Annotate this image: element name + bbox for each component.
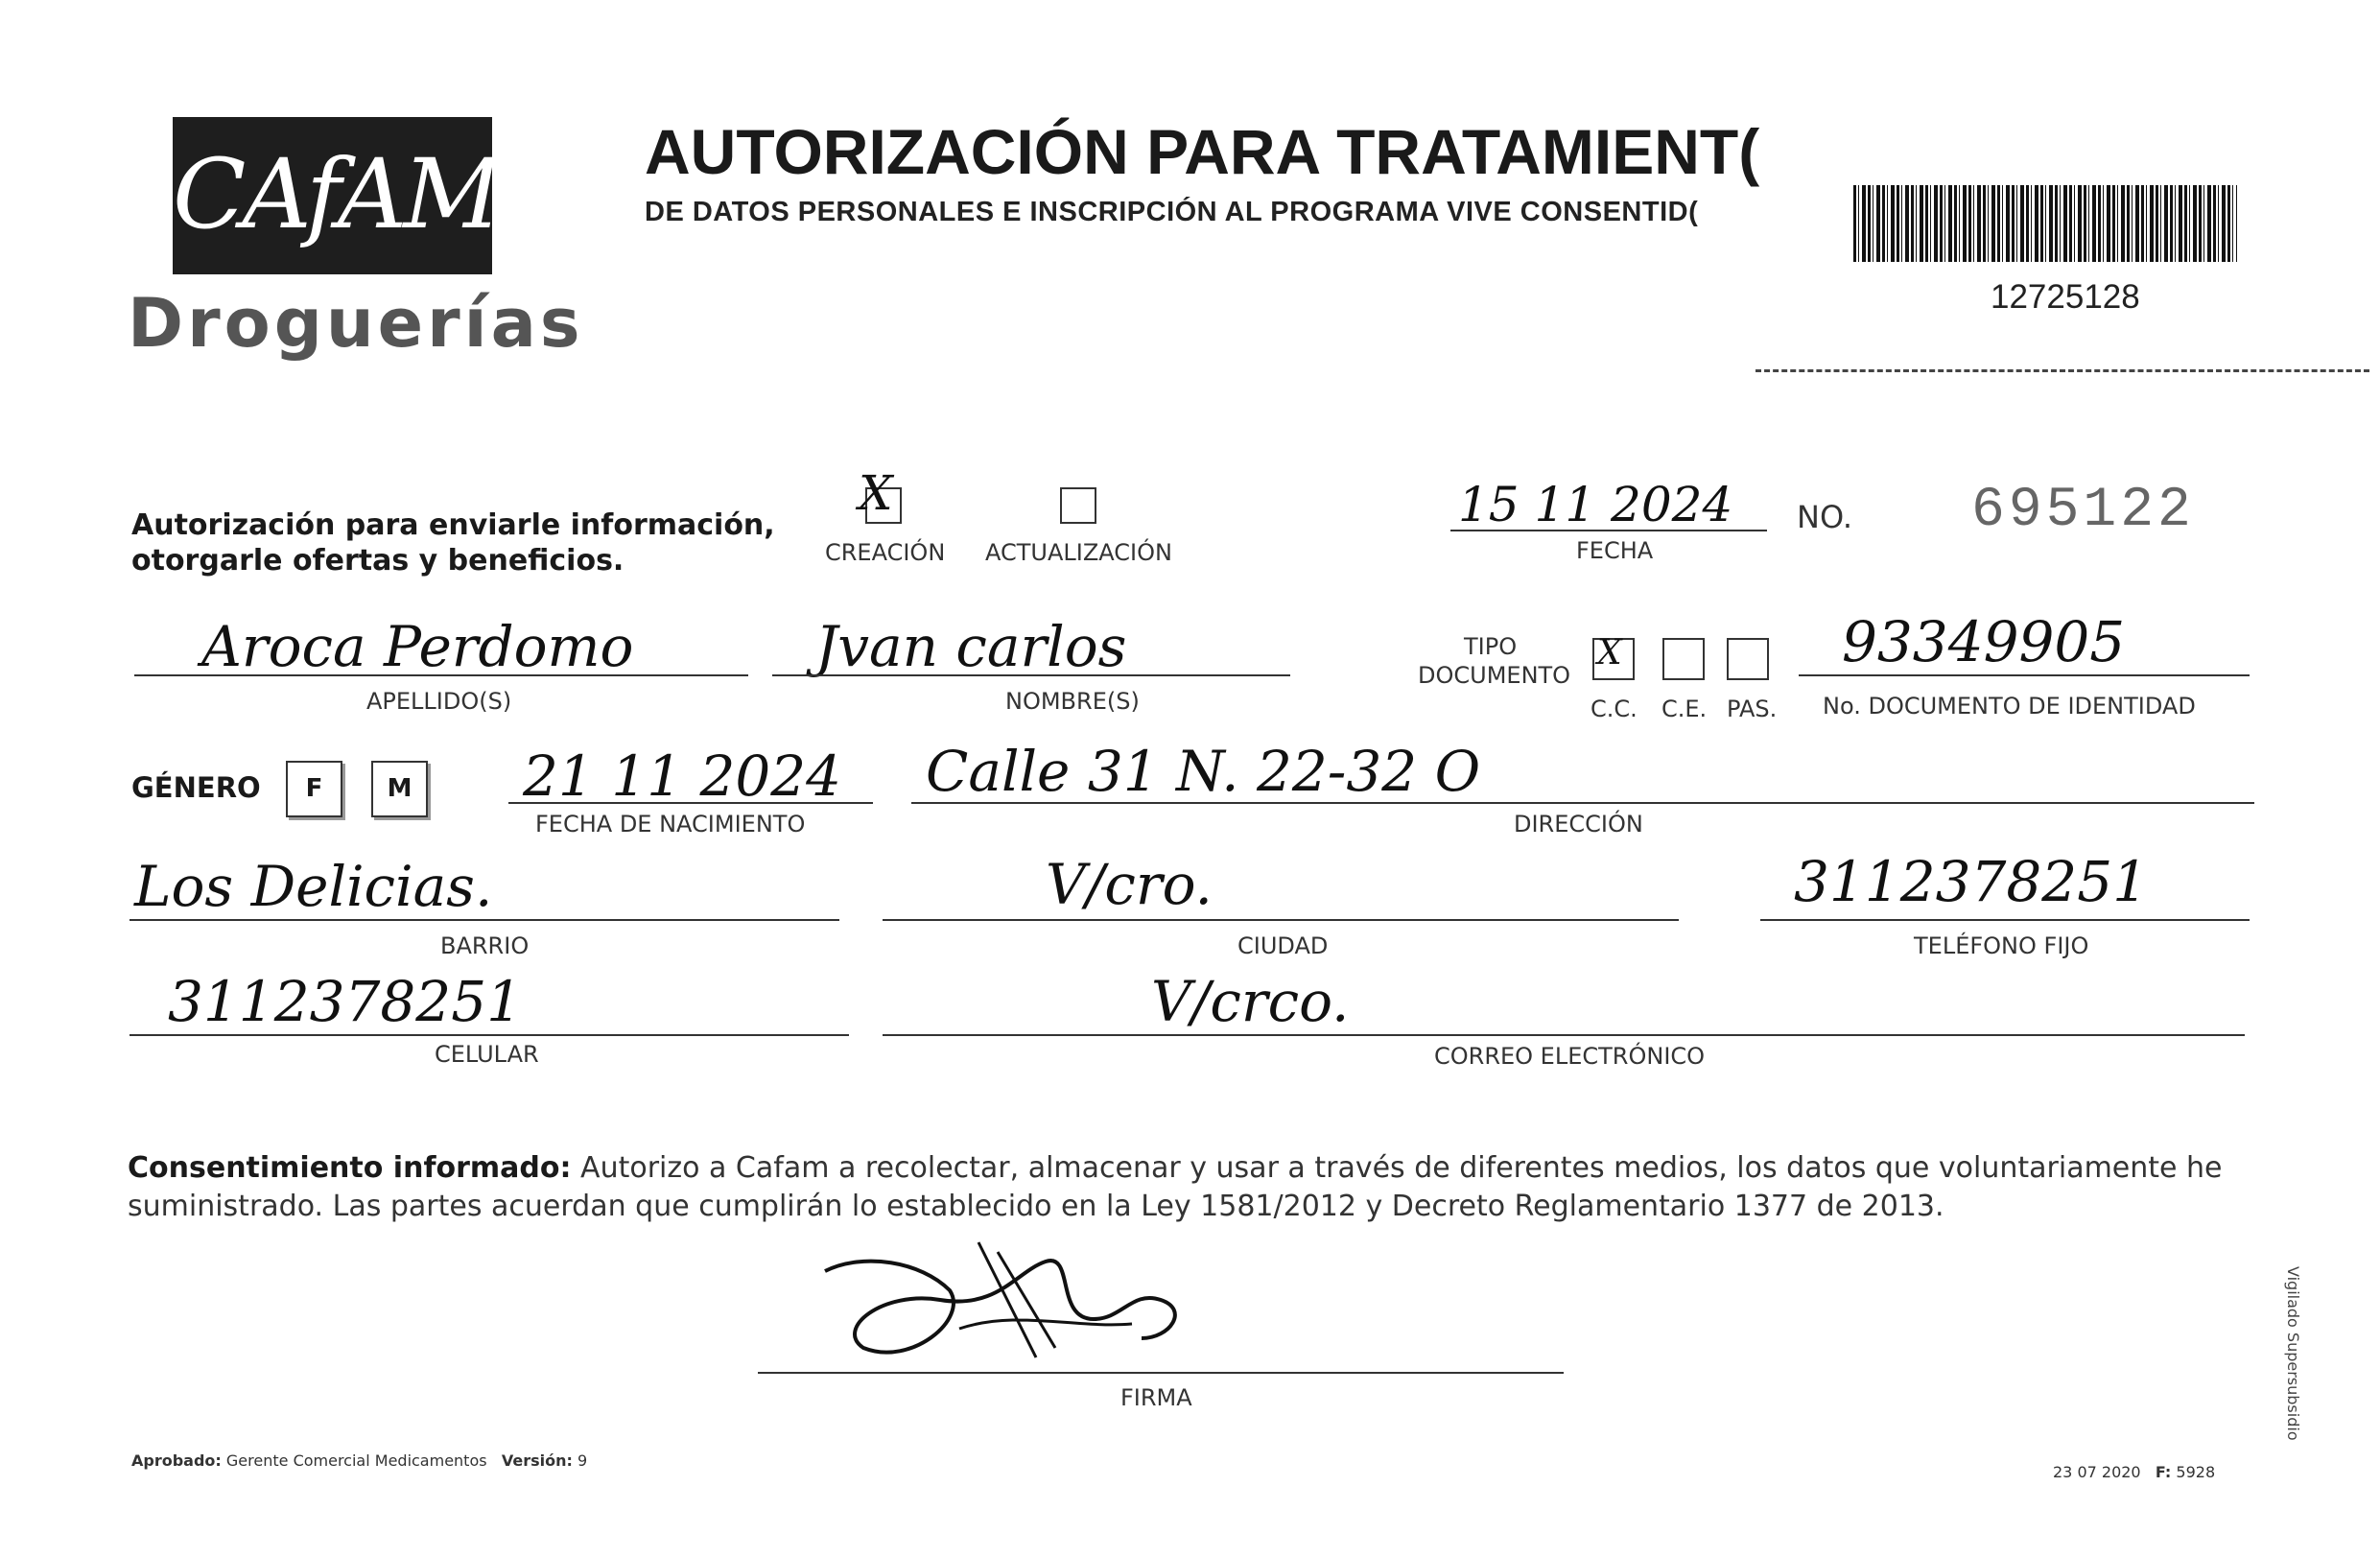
correo-value[interactable]: V/crco. — [1151, 969, 1350, 1034]
ciudad-label: CIUDAD — [1237, 932, 1329, 959]
pas-label: PAS. — [1727, 696, 1778, 722]
logo-subtitle: Droguerías — [128, 284, 584, 363]
genero-label: GÉNERO — [131, 771, 261, 804]
nombres-label: NOMBRE(S) — [1005, 688, 1140, 715]
document-number-label: No. DOCUMENTO DE IDENTIDAD — [1823, 693, 2196, 720]
document-number-value[interactable]: 93349905 — [1842, 609, 2126, 674]
code-value: 5928 — [2176, 1463, 2216, 1481]
barrio-value[interactable]: Los Delicias. — [134, 854, 493, 919]
cc-check-mark: X — [1597, 633, 1622, 672]
firma-label: FIRMA — [1120, 1384, 1192, 1411]
firma-line — [758, 1372, 1564, 1374]
date-label: FECHA — [1576, 537, 1654, 564]
apellidos-label: APELLIDO(S) — [366, 688, 512, 715]
barcode — [1853, 185, 2237, 262]
gender-m-checkbox[interactable]: M — [371, 761, 428, 817]
update-checkbox[interactable] — [1060, 487, 1096, 524]
telefono-fijo-value[interactable]: 3112378251 — [1794, 849, 2149, 914]
ce-checkbox[interactable] — [1662, 638, 1705, 680]
footer-code — [2053, 1463, 2215, 1481]
cc-label: C.C. — [1591, 696, 1638, 722]
side-stamp: Vigilado Supersubsidio — [2284, 1266, 2302, 1441]
authorization-label-2: otorgarle ofertas y beneficios. — [131, 544, 624, 578]
birth-date-value[interactable]: 21 11 2024 — [523, 743, 842, 809]
address-label: DIRECCIÓN — [1514, 811, 1643, 837]
apellidos-line — [134, 674, 748, 676]
address-line — [911, 802, 2254, 804]
barrio-label: BARRIO — [440, 932, 530, 959]
footer-approval — [131, 1451, 587, 1470]
gender-f-checkbox[interactable]: F — [286, 761, 342, 817]
pas-checkbox[interactable] — [1727, 638, 1769, 680]
celular-label: CELULAR — [435, 1041, 539, 1068]
barcode-number: 12725128 — [1991, 278, 2140, 316]
nombres-line — [772, 674, 1290, 676]
telefono-fijo-label: TELÉFONO FIJO — [1914, 932, 2089, 959]
aprobado-value: Gerente Comercial Medicamentos — [225, 1451, 487, 1470]
creation-check-mark: X — [859, 465, 893, 521]
tipo-label-2: DOCUMENTO — [1418, 662, 1571, 689]
apellidos-value[interactable]: Aroca Perdomo — [201, 614, 634, 679]
number-label: NO. — [1797, 499, 1852, 535]
cafam-logo: CAfAM — [173, 138, 498, 250]
birth-date-line — [508, 802, 873, 804]
celular-line — [130, 1034, 849, 1036]
document-subtitle: DE DATOS PERSONALES E INSCRIPCIÓN AL PROGRAMA VIVE CONSENTID( — [645, 197, 1699, 227]
aprobado-label: Aprobado: — [131, 1451, 222, 1470]
footer-date: 23 07 2020 — [2053, 1463, 2141, 1481]
birth-date-label: FECHA DE NACIMIENTO — [535, 811, 806, 837]
creation-label: CREACIÓN — [825, 539, 946, 566]
date-value[interactable]: 15 11 2024 — [1458, 477, 1733, 532]
ce-label: C.E. — [1661, 696, 1708, 722]
correo-line — [883, 1034, 2245, 1036]
version-value: 9 — [577, 1451, 588, 1470]
ciudad-line — [883, 919, 1679, 921]
ciudad-value[interactable]: V/cro. — [1046, 852, 1213, 917]
code-label: F: — [2155, 1463, 2172, 1481]
correo-label: CORREO ELECTRÓNICO — [1434, 1043, 1706, 1070]
cut-line — [1756, 369, 2369, 372]
barrio-line — [130, 919, 839, 921]
authorization-label-1: Autorización para enviarle información, — [131, 508, 775, 542]
telefono-fijo-line — [1760, 919, 2250, 921]
nombres-value[interactable]: Jvan carlos — [815, 614, 1127, 679]
date-line — [1450, 530, 1767, 531]
document-number-line — [1799, 674, 2250, 676]
tipo-label-1: TIPO — [1464, 633, 1518, 660]
update-label: ACTUALIZACIÓN — [985, 539, 1172, 566]
document-title: AUTORIZACIÓN PARA TRATAMIENT( — [645, 116, 1760, 187]
celular-value[interactable]: 3112378251 — [168, 969, 523, 1034]
consent-paragraph — [128, 1149, 2238, 1226]
consent-text: Autorizo a Cafam a recolectar, almacenar y usar a través de diferentes medios, los datos que voluntariamente he suministrado. Las partes acuerdan que cumplirán lo establecido en la Ley 1581/2012 y Decreto Reglamentario 1377 de 2013. — [128, 1151, 2223, 1223]
form-number: 695122 — [1971, 480, 2195, 542]
signature — [806, 1233, 1209, 1377]
consent-heading: Consentimiento informado: — [128, 1151, 572, 1185]
address-value[interactable]: Calle 31 N. 22-32 O — [926, 739, 1481, 804]
version-label: Versión: — [501, 1451, 573, 1470]
